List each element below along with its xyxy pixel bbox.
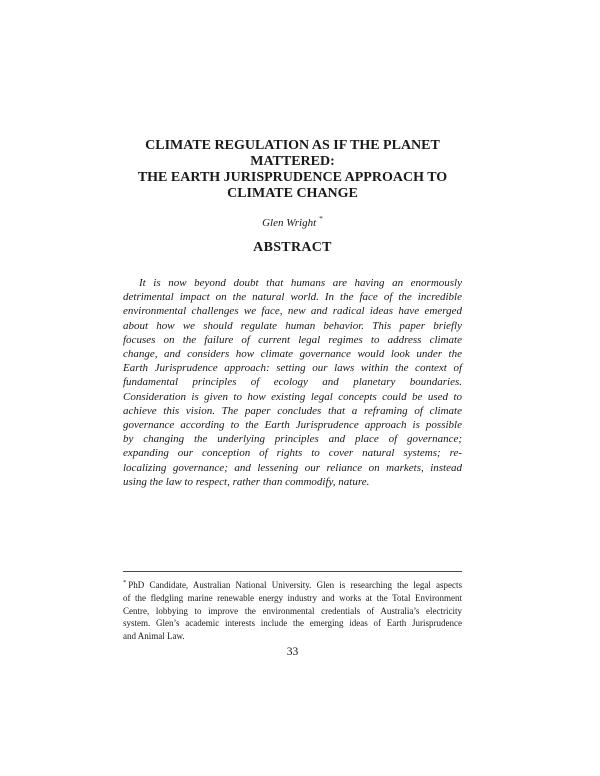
page-number: 33 <box>286 646 299 658</box>
abstract-line: expanding our conception of rights to cover natural systems; re- <box>123 447 462 460</box>
abstract-line: Earth Jurisprudence approach: setting our laws within the context of <box>123 362 462 375</box>
abstract-line: using the law to respect, rather than commodify, nature. <box>123 475 370 488</box>
footnote-line: system. Glen’s academic interests include the emerging ideas of Earth Jurisprudence <box>123 618 462 629</box>
footnote-text <box>123 572 462 643</box>
title-line: MATTERED: <box>250 154 335 169</box>
author-note-marker: * <box>319 214 323 224</box>
abstract-line: Consideration is given to how existing legal concepts could be used to <box>123 390 462 403</box>
footnote-line-text: PhD Candidate, Australian National University. Glen is researching the legal aspects <box>128 580 462 590</box>
abstract-paragraph <box>123 276 462 489</box>
abstract-line: environmental challenges we face, new and radical ideas have emerged <box>123 305 462 318</box>
abstract-heading: ABSTRACT <box>253 240 332 255</box>
footnote-line: Centre, lobbying to improve the environmental credentials of Australia’s electricity <box>123 605 462 616</box>
abstract-line: governance according to the Earth Jurisprudence approach is possible <box>123 419 462 432</box>
abstract-line: detrimental impact on the natural world. In the face of the incredible <box>123 291 462 304</box>
title-line: CLIMATE REGULATION AS IF THE PLANET <box>145 138 440 153</box>
abstract-line: fundamental principles of ecology and planetary boundaries. <box>123 376 462 389</box>
author-line <box>123 214 462 230</box>
abstract-line: localizing governance; and lessening our reliance on markets, instead <box>123 461 462 474</box>
footnote-line: and Animal Law. <box>123 631 185 641</box>
title-line: CLIMATE CHANGE <box>227 186 358 201</box>
abstract-line: about how we should regulate human behavior. This paper briefly <box>123 319 462 332</box>
abstract-line: It is now beyond doubt that humans are having an enormously <box>139 277 462 289</box>
abstract-line: achieve this vision. The paper concludes that a reframing of climate <box>123 404 462 417</box>
page-content <box>123 138 462 489</box>
paper-title <box>123 138 462 202</box>
title-line: THE EARTH JURISPRUDENCE APPROACH TO <box>137 170 448 185</box>
abstract-line: change, and considers how climate governance would look under the <box>123 348 462 361</box>
abstract-line: by changing the underlying principles and place of governance; <box>123 433 462 446</box>
abstract-line: focuses on the failure of current legal regimes to address climate <box>123 333 462 346</box>
footnote-marker: * <box>123 579 127 586</box>
author-name: Glen Wright <box>262 217 317 229</box>
footnote-section <box>123 571 462 643</box>
footnote-line <box>123 579 462 592</box>
footnote-line: of the fledgling marine renewable energy industry and works at the Total Environment <box>123 592 462 603</box>
